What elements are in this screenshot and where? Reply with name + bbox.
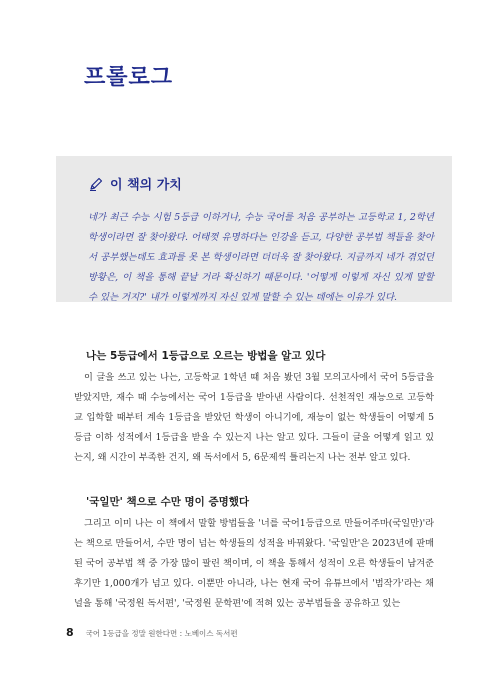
callout-box (56, 156, 452, 302)
pencil-icon (88, 176, 104, 192)
footer-book-title: 국어 1등급을 정말 원한다면 : 노베이스 독서편 (85, 629, 238, 638)
section-heading-1: 나는 5등급에서 1등급으로 오르는 방법을 알고 있다 (86, 350, 326, 362)
callout-title: 이 책의 가치 (110, 178, 182, 193)
page-number: 8 (66, 626, 74, 639)
page-footer (66, 626, 238, 639)
section-body-2: 그리고 이미 나는 이 책에서 말할 방법들을 '너를 국어1등급으로 만들어주마(국일만)'라는 책으로 만들어서, 수만 명이 넘는 학생들의 성적을 바꿔왔다. '국일만'은 2023년에 판매된 국어 공부법 책 중 가장 많이 팔린 책이며, 이 책을 통해서 성적이 오른 학생들이 남겨준 후기만 1,000개가 넘고 있다. 이뿐만 아니라, 나는 현재 국어 유튜브에서 '범작가'라는 채널을 통해 '국정원 독서편', '국정원 문학편'에 적혀 있는 공부법들을 공유하고 있는 (74, 518, 434, 609)
section-heading-2: '국일만' 책으로 수만 명이 증명했다 (86, 496, 250, 508)
callout-header (88, 174, 182, 193)
callout-text: 네가 최근 수능 시험 5등급 이하거나, 수능 국어를 처음 공부하는 고등학교 1, 2학년 학생이라면 잘 찾아왔다. 어태껏 유명하다는 인강을 듣고, 다양한 공부법 책들을 찾아서 공부했는데도 효과를 못 본 학생이라면 더더욱 잘 찾아왔다. 지금까지 네가 겪었던 방황은, 이 책을 통해 끝날 거라 확신하기 때문이다. '어떻게 이렇게 자신 있게 말할 수 있는 거지?' 내가 이렇게까지 자신 있게 말할 수 있는 데에는 이유가 있다. (88, 212, 434, 303)
section-body-1: 이 글을 쓰고 있는 나는, 고등학교 1학년 때 처음 봤던 3월 모의고사에서 국어 5등급을 받았지만, 재수 때 수능에서는 국어 1등급을 받아낸 사람이다. 선천적인 재능으로 고등학교 입학할 때부터 계속 1등급을 받았던 학생이 아니기에, 재능이 없는 학생들이 어떻게 5등급 이하 성적에서 1등급을 받을 수 있는지 나는 알고 있다. 그들이 글을 어떻게 읽고 있는지, 왜 시간이 부족한 건지, 왜 독서에서 5, 6문제씩 틀리는지 나는 전부 알고 있다. (74, 372, 434, 463)
chapter-title: 프롤로그 (84, 65, 174, 90)
